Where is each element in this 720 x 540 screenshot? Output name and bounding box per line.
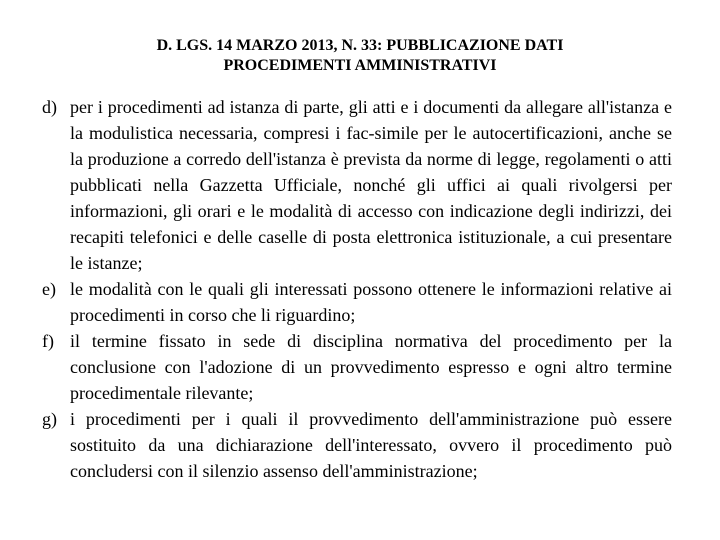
item-text: i procedimenti per i quali il provvedimento dell'amministrazione può essere sostituito da una dichiarazione dell'interessato, ovvero il procedimento può concludersi con il silenzio assenso dell'amministrazione; [70, 409, 672, 481]
list-item-d [42, 94, 672, 276]
item-marker: f) [42, 331, 54, 351]
list-item-g [42, 406, 672, 484]
list-item-f [42, 328, 672, 406]
item-marker: d) [42, 97, 57, 117]
title-line-2: PROCEDIMENTI AMMINISTRATIVI [223, 57, 497, 74]
item-marker: e) [42, 279, 56, 299]
item-text: il termine fissato in sede di disciplina normativa del procedimento per la conclusione con l'adozione di un provvedimento espresso e ogni altro termine procedimentale rilevante; [70, 331, 672, 403]
title-line-1: D. LGS. 14 MARZO 2013, N. 33: PUBBLICAZIONE DATI [156, 37, 564, 54]
item-text: per i procedimenti ad istanza di parte, gli atti e i documenti da allegare all'istanza e la modulistica necessaria, compresi i fac-simile per le autocertificazioni, anche se la produzione a corredo dell'istanza è prevista da norme di legge, regolamenti o atti pubblicati nella Gazzetta Ufficiale, nonché gli uffici ai quali rivolgersi per informazioni, gli orari e le modalità di accesso con indicazione degli indirizzi, dei recapiti telefonici e delle caselle di posta elettronica istituzionale, a cui presentare le istanze; [70, 97, 672, 273]
item-marker: g) [42, 409, 57, 429]
item-list [42, 94, 672, 484]
item-text: le modalità con le quali gli interessati possono ottenere le informazioni relative ai procedimenti in corso che li riguardino; [70, 279, 672, 325]
document-title [0, 36, 720, 76]
list-item-e [42, 276, 672, 328]
